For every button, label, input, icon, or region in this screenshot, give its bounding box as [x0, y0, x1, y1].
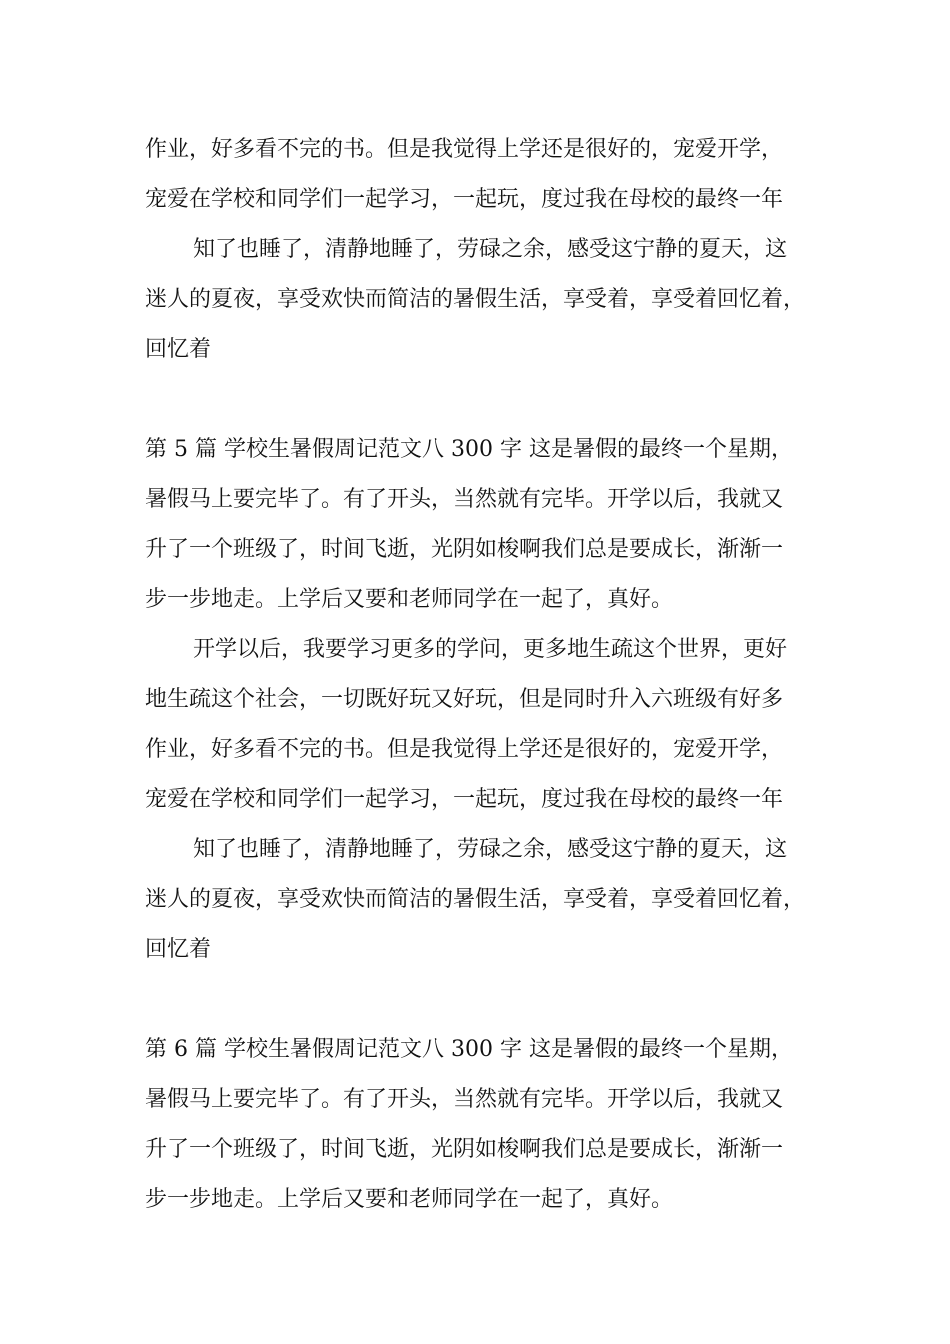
text-line: 地生疏这个社会，一切既好玩又好玩，但是同时升入六班级有好多 — [145, 687, 784, 712]
text-line: 步一步地走。上学后又要和老师同学在一起了，真好。 — [145, 587, 674, 612]
text-line: 宠爱在学校和同学们一起学习，一起玩，度过我在母校的最终一年 — [145, 187, 784, 212]
paragraph-first-line: 知了也睡了，清静地睡了，劳碌之余，感受这宁静的夏天，这 — [193, 837, 788, 862]
text-line: 升了一个班级了，时间飞逝，光阴如梭啊我们总是要成长，渐渐一 — [145, 537, 784, 562]
text-line: 步一步地走。上学后又要和老师同学在一起了，真好。 — [145, 1187, 674, 1212]
text-line: 宠爱在学校和同学们一起学习，一起玩，度过我在母校的最终一年 — [145, 787, 784, 812]
text-line: 回忆着 — [145, 337, 212, 362]
chapter-heading-line: 第 5 篇 学校生暑假周记范文八 300 字 这是暑假的最终一个星期， — [145, 437, 793, 462]
paragraph-first-line: 知了也睡了，清静地睡了，劳碌之余，感受这宁静的夏天，这 — [193, 237, 788, 262]
paragraph-first-line: 开学以后，我要学习更多的学问，更多地生疏这个世界，更好 — [193, 637, 788, 662]
chapter-heading-line: 第 6 篇 学校生暑假周记范文八 300 字 这是暑假的最终一个星期， — [145, 1037, 793, 1062]
text-line: 暑假马上要完毕了。有了开头，当然就有完毕。开学以后，我就又 — [145, 487, 784, 512]
text-line: 迷人的夏夜，享受欢快而简洁的暑假生活，享受着，享受着回忆着， — [145, 287, 806, 312]
text-line: 升了一个班级了，时间飞逝，光阴如梭啊我们总是要成长，渐渐一 — [145, 1137, 784, 1162]
text-line: 作业，好多看不完的书。但是我觉得上学还是很好的，宠爱开学， — [145, 737, 784, 762]
text-line: 作业，好多看不完的书。但是我觉得上学还是很好的，宠爱开学， — [145, 137, 784, 162]
text-line: 暑假马上要完毕了。有了开头，当然就有完毕。开学以后，我就又 — [145, 1087, 784, 1112]
text-line: 迷人的夏夜，享受欢快而简洁的暑假生活，享受着，享受着回忆着， — [145, 887, 806, 912]
text-line: 回忆着 — [145, 937, 212, 962]
